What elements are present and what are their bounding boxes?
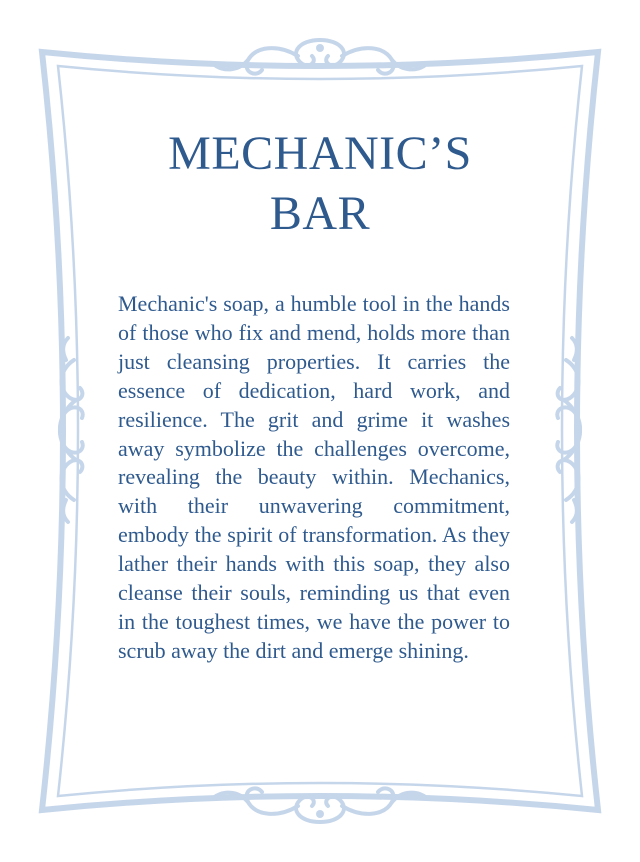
title-line-2: BAR [269, 187, 371, 240]
body-paragraph: Mechanic's soap, a humble tool in the hands of those who fix and mend, holds more than just cleansing properties. It carries the essence of dedication, hard work, and resilience. The grit and grime it washes away symbolize the challenges overcome, revealing the beauty within. Mechanics, with their unwavering commitment, embody the spirit of transformation. As they lather their hands with this soap, they also cleanse their souls, reminding us that even in the toughest times, we have the power to scrub away the dirt and emerge shining. [118, 291, 510, 663]
title-line-1: MECHANIC’S [168, 127, 472, 180]
page-title [120, 124, 520, 244]
